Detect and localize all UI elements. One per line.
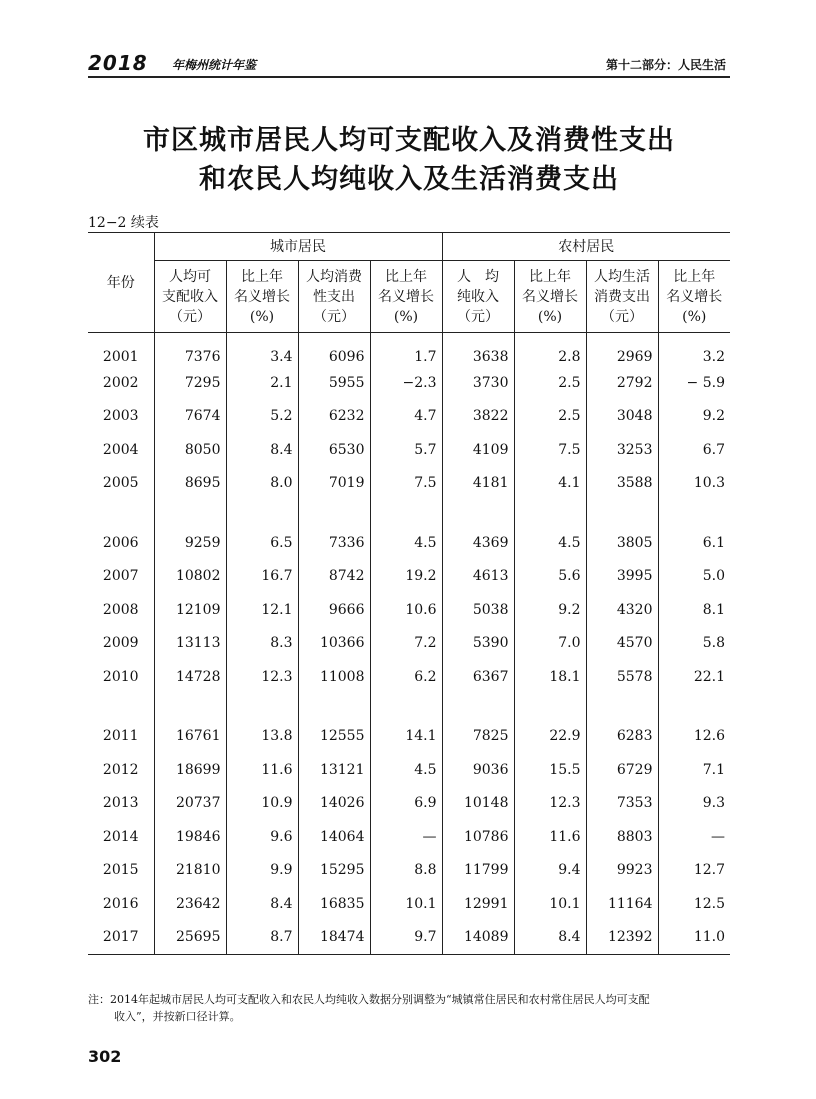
table-number: 12−2 续表	[88, 215, 159, 231]
year-cell: 2005	[102, 475, 139, 492]
value-cell: 10.1	[514, 887, 586, 921]
value-cell: 5.0	[658, 560, 730, 594]
value-cell: 11799	[442, 854, 514, 888]
column-header-line: （元）	[457, 308, 499, 325]
year-cell: 2017	[102, 929, 139, 945]
value-cell: 5578	[586, 660, 658, 694]
column-header-line: 纯收入	[457, 288, 499, 305]
year-cell: 2012	[102, 761, 139, 778]
spacer-cell	[226, 500, 298, 526]
spacer-cell	[658, 500, 730, 526]
column-header-line: 名义增长	[378, 288, 434, 305]
footnote-line-1: 注：2014年起城市居民人均可支配收入和农民人均纯收入数据分别调整为“城镇常住居民和农村常住居民人均可支配	[88, 993, 650, 1006]
value-cell: 8803	[586, 820, 658, 854]
value-cell: 21810	[154, 854, 226, 888]
value-cell: 11.6	[514, 820, 586, 854]
value-cell: 12555	[298, 720, 370, 754]
column-header-line: 人均生活	[594, 268, 650, 285]
year-cell: 2011	[102, 728, 139, 745]
year-cell: 2001	[102, 348, 139, 365]
value-cell: 12109	[154, 593, 226, 627]
value-cell: 11164	[586, 887, 658, 921]
table-row	[88, 854, 730, 888]
table-row	[88, 366, 730, 400]
value-cell: 16.7	[226, 560, 298, 594]
value-cell: 9666	[298, 593, 370, 627]
table-row	[88, 560, 730, 594]
value-cell: 19846	[154, 820, 226, 854]
value-cell: 3638	[442, 333, 514, 367]
group-spacer-row	[88, 694, 730, 720]
column-header-line: 性支出	[313, 288, 355, 305]
value-cell: 10.1	[370, 887, 442, 921]
value-cell: 1.7	[370, 333, 442, 367]
value-cell: 8.3	[226, 627, 298, 661]
value-cell: 12.3	[226, 660, 298, 694]
value-cell: 3588	[586, 467, 658, 501]
column-header-line: 比上年	[385, 268, 427, 285]
value-cell: 14089	[442, 921, 514, 955]
table-row	[88, 593, 730, 627]
value-cell: 4.1	[514, 467, 586, 501]
year-cell: 2007	[102, 568, 139, 585]
value-cell: 6729	[586, 753, 658, 787]
value-cell: 3.2	[658, 333, 730, 367]
value-cell: 13.8	[226, 720, 298, 754]
year-cell: 2014	[102, 828, 139, 845]
value-cell: 4.5	[370, 753, 442, 787]
column-header-line: 比上年	[241, 268, 283, 285]
value-cell: 7376	[154, 333, 226, 367]
value-cell: 12392	[586, 921, 658, 955]
value-cell: 22.1	[658, 660, 730, 694]
value-cell: 11008	[298, 660, 370, 694]
value-cell: 2.5	[514, 400, 586, 434]
value-cell: 7336	[298, 526, 370, 560]
value-cell: 3995	[586, 560, 658, 594]
spacer-cell	[154, 694, 226, 720]
column-header-line: 名义增长	[666, 288, 723, 305]
column-header-line: 比上年	[673, 268, 716, 285]
value-cell: 10366	[298, 627, 370, 661]
value-cell: 12.1	[226, 593, 298, 627]
value-cell: 6.1	[658, 526, 730, 560]
spacer-cell	[154, 500, 226, 526]
value-cell: 6367	[442, 660, 514, 694]
value-cell: 8.1	[658, 593, 730, 627]
value-cell: 5.8	[658, 627, 730, 661]
spacer-cell	[298, 500, 370, 526]
value-cell: 10802	[154, 560, 226, 594]
value-cell: 22.9	[514, 720, 586, 754]
column-header-line: 人均消费	[306, 268, 362, 285]
value-cell: 8.7	[226, 921, 298, 955]
spacer-cell	[658, 694, 730, 720]
value-cell: 5.2	[226, 400, 298, 434]
value-cell: 4109	[442, 433, 514, 467]
value-cell: 3253	[586, 433, 658, 467]
value-cell: 12.7	[658, 854, 730, 888]
value-cell: 14.1	[370, 720, 442, 754]
year-cell: 2009	[102, 635, 139, 652]
column-header	[658, 261, 730, 333]
column-header-line: （元）	[601, 308, 643, 325]
value-cell: − 5.9	[658, 366, 730, 400]
column-header-line: 比上年	[529, 268, 571, 285]
year-cell: 2015	[102, 862, 139, 879]
value-cell: 2792	[586, 366, 658, 400]
year-cell: 2008	[102, 601, 139, 618]
table-row	[88, 753, 730, 787]
column-header-line: 支配收入	[162, 288, 218, 305]
spacer-cell	[586, 500, 658, 526]
value-cell: 9.7	[370, 921, 442, 955]
running-header	[88, 50, 730, 78]
value-cell: 11.6	[226, 753, 298, 787]
spacer-cell	[370, 694, 442, 720]
value-cell: 7825	[442, 720, 514, 754]
value-cell: 10786	[442, 820, 514, 854]
value-cell: 16835	[298, 887, 370, 921]
value-cell: 9.9	[226, 854, 298, 888]
value-cell: 16761	[154, 720, 226, 754]
value-cell: 6.7	[658, 433, 730, 467]
column-header	[226, 261, 298, 333]
table-row	[88, 921, 730, 955]
year-cell: 2002	[102, 374, 139, 391]
year-cell: 2006	[102, 534, 139, 551]
value-cell: 8742	[298, 560, 370, 594]
spacer-cell	[226, 694, 298, 720]
header-section: 第十二部分：人民生活	[605, 58, 726, 72]
spacer-cell	[514, 500, 586, 526]
value-cell: 9.2	[658, 400, 730, 434]
value-cell: 9923	[586, 854, 658, 888]
value-cell: 18.1	[514, 660, 586, 694]
value-cell: 9.2	[514, 593, 586, 627]
value-cell: 12.5	[658, 887, 730, 921]
page-title-line-2: 和农民人均纯收入及生活消费支出	[199, 164, 619, 195]
value-cell: 14064	[298, 820, 370, 854]
spacer-cell	[298, 694, 370, 720]
value-cell: 10148	[442, 787, 514, 821]
value-cell: 14026	[298, 787, 370, 821]
spacer-cell	[586, 694, 658, 720]
value-cell: 23642	[154, 887, 226, 921]
value-cell: 11.0	[658, 921, 730, 955]
column-header	[586, 261, 658, 333]
value-cell: 10.6	[370, 593, 442, 627]
value-cell: 8.8	[370, 854, 442, 888]
value-cell: 8050	[154, 433, 226, 467]
value-cell: 9.6	[226, 820, 298, 854]
column-header-line: 消费支出	[594, 288, 650, 305]
value-cell: 25695	[154, 921, 226, 955]
value-cell: 18474	[298, 921, 370, 955]
spacer-cell	[514, 694, 586, 720]
value-cell: 9036	[442, 753, 514, 787]
value-cell: 4.5	[370, 526, 442, 560]
value-cell: 10.3	[658, 467, 730, 501]
value-cell: 4320	[586, 593, 658, 627]
column-header	[298, 261, 370, 333]
value-cell: 7674	[154, 400, 226, 434]
year-cell: 2003	[102, 408, 139, 425]
year-cell: 2013	[102, 795, 139, 812]
value-cell: 3048	[586, 400, 658, 434]
value-cell: 5.7	[370, 433, 442, 467]
header-year: 2018	[88, 51, 148, 75]
value-cell: 19.2	[370, 560, 442, 594]
page-title-line-1: 市区城市居民人均可支配收入及消费性支出	[143, 125, 675, 156]
footnote-line-2: 收入”，并按新口径计算。	[114, 1010, 241, 1023]
value-cell: 12.6	[658, 720, 730, 754]
value-cell: 3822	[442, 400, 514, 434]
group-spacer-row	[88, 500, 730, 526]
table-row	[88, 467, 730, 501]
spacer-cell	[88, 500, 154, 526]
value-cell: 14728	[154, 660, 226, 694]
value-cell: 5955	[298, 366, 370, 400]
value-cell: 3805	[586, 526, 658, 560]
table-row	[88, 400, 730, 434]
table-row	[88, 526, 730, 560]
value-cell: 8.4	[226, 887, 298, 921]
table-footnote	[88, 991, 730, 1025]
column-header-line: 人均可	[169, 268, 211, 285]
value-cell: 6283	[586, 720, 658, 754]
value-cell: 3730	[442, 366, 514, 400]
value-cell: 4613	[442, 560, 514, 594]
value-cell: 13121	[298, 753, 370, 787]
value-cell: 6.9	[370, 787, 442, 821]
value-cell: 2.1	[226, 366, 298, 400]
value-cell: 6.2	[370, 660, 442, 694]
column-header	[154, 261, 226, 333]
page-number: 302	[88, 1047, 122, 1066]
value-cell: 10.9	[226, 787, 298, 821]
income-expenditure-table	[88, 232, 730, 955]
value-cell: 8.0	[226, 467, 298, 501]
value-cell: 20737	[154, 787, 226, 821]
column-header-line: 人 均	[457, 268, 499, 285]
year-cell: 2016	[102, 895, 139, 912]
table-row	[88, 820, 730, 854]
column-header-line: (%)	[249, 308, 275, 325]
value-cell: 9.4	[514, 854, 586, 888]
table-row	[88, 720, 730, 754]
value-cell: 8.4	[226, 433, 298, 467]
column-header-line: (%)	[682, 308, 707, 325]
table-row	[88, 333, 730, 367]
column-header	[442, 261, 514, 333]
value-cell: 4369	[442, 526, 514, 560]
column-header-line: （元）	[313, 308, 355, 325]
value-cell: 7.5	[370, 467, 442, 501]
value-cell: 5390	[442, 627, 514, 661]
year-cell: 2010	[102, 668, 139, 685]
value-cell: 18699	[154, 753, 226, 787]
column-header	[370, 261, 442, 333]
value-cell: —	[658, 820, 730, 854]
table-row	[88, 660, 730, 694]
value-cell: 2.8	[514, 333, 586, 367]
value-cell: 6.5	[226, 526, 298, 560]
value-cell: 5038	[442, 593, 514, 627]
value-cell: 7.1	[658, 753, 730, 787]
column-header	[514, 261, 586, 333]
value-cell: 8.4	[514, 921, 586, 955]
rural-residents-group-header: 农村居民	[442, 233, 730, 261]
value-cell: 9.3	[658, 787, 730, 821]
urban-residents-group-header: 城市居民	[154, 233, 442, 261]
spacer-cell	[442, 500, 514, 526]
spacer-cell	[370, 500, 442, 526]
value-cell: 7019	[298, 467, 370, 501]
value-cell: 15295	[298, 854, 370, 888]
value-cell: 2.5	[514, 366, 586, 400]
value-cell: 4570	[586, 627, 658, 661]
value-cell: 15.5	[514, 753, 586, 787]
table-row	[88, 433, 730, 467]
table-row	[88, 627, 730, 661]
value-cell: —	[370, 820, 442, 854]
value-cell: 2969	[586, 333, 658, 367]
header-book-title: 年梅州统计年鉴	[172, 58, 257, 72]
value-cell: 4181	[442, 467, 514, 501]
column-header-line: 名义增长	[234, 288, 290, 305]
value-cell: 7295	[154, 366, 226, 400]
spacer-cell	[88, 694, 154, 720]
value-cell: 6096	[298, 333, 370, 367]
value-cell: 9259	[154, 526, 226, 560]
value-cell: 7.2	[370, 627, 442, 661]
column-header-line: （元）	[169, 308, 211, 325]
value-cell: 4.7	[370, 400, 442, 434]
value-cell: 7.0	[514, 627, 586, 661]
year-column-header: 年份	[106, 274, 135, 291]
year-cell: 2004	[102, 441, 139, 458]
value-cell: 7353	[586, 787, 658, 821]
value-cell: 7.5	[514, 433, 586, 467]
value-cell: 4.5	[514, 526, 586, 560]
spacer-cell	[442, 694, 514, 720]
value-cell: 6232	[298, 400, 370, 434]
column-header-line: 名义增长	[522, 288, 578, 305]
table-row	[88, 887, 730, 921]
value-cell: 3.4	[226, 333, 298, 367]
value-cell: 5.6	[514, 560, 586, 594]
value-cell: 6530	[298, 433, 370, 467]
table-row	[88, 787, 730, 821]
value-cell: 12.3	[514, 787, 586, 821]
column-header-line: (%)	[537, 308, 563, 325]
value-cell: −2.3	[370, 366, 442, 400]
value-cell: 8695	[154, 467, 226, 501]
value-cell: 13113	[154, 627, 226, 661]
value-cell: 12991	[442, 887, 514, 921]
column-header-line: (%)	[393, 308, 419, 325]
